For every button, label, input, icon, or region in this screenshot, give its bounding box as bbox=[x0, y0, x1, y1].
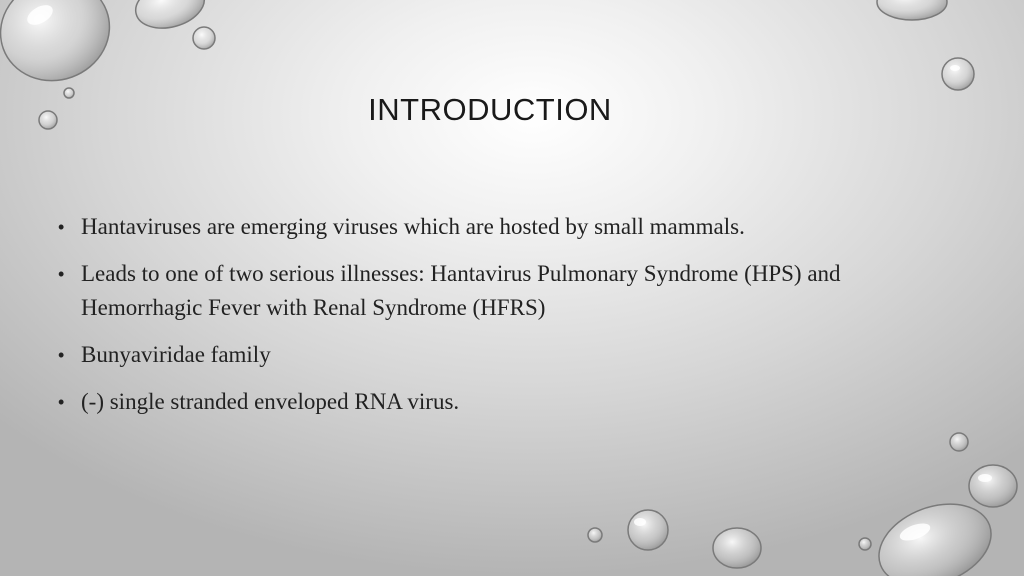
bullet-icon: • bbox=[58, 345, 65, 365]
slide-title: INTRODUCTION bbox=[368, 92, 612, 127]
bullet-icon: • bbox=[58, 217, 65, 237]
bullet-text: (-) single stranded enveloped RNA virus. bbox=[81, 389, 460, 414]
bullet-text: Hantaviruses are emerging viruses which are hosted by small mammals. bbox=[81, 214, 745, 239]
bullet-list bbox=[58, 210, 938, 432]
bullet-item bbox=[58, 210, 938, 244]
bullet-text: Bunyaviridae family bbox=[81, 342, 271, 367]
bullet-item bbox=[58, 257, 938, 325]
bullet-item bbox=[58, 385, 938, 419]
bullet-icon: • bbox=[58, 392, 65, 412]
bullet-text: Leads to one of two serious illnesses: Hantavirus Pulmonary Syndrome (HPS) and Hemorrhagic Fever with Renal Syndrome (HFRS) bbox=[81, 261, 841, 320]
bullet-item bbox=[58, 338, 938, 372]
bullet-icon: • bbox=[58, 264, 65, 284]
